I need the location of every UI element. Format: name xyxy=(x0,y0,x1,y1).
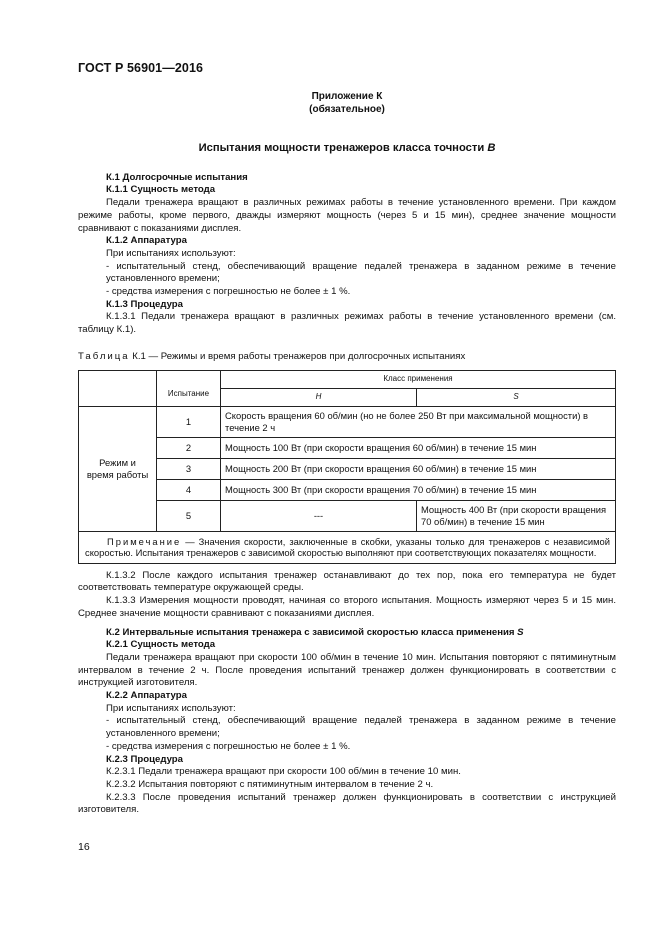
k1-procedure-1: К.1.3.1 Педали тренажера вращают в различных режимах работы в течение установленного времени (см. таблицу К.1). xyxy=(78,311,616,336)
k2-equipment-intro: При испытаниях используют: xyxy=(106,702,236,714)
row-group-label: Режим и время работы xyxy=(79,406,157,531)
document-code: ГОСТ Р 56901—2016 xyxy=(78,61,204,75)
k1-procedure-3: К.1.3.3 Измерения мощности проводят, начиная со второго испытания. Мощность измеряют через 5 и 15 мин. Среднее значение мощности сравнивают с показаниями дисплея. xyxy=(78,595,616,619)
k2-heading-class: S xyxy=(517,626,524,638)
table-row-text: Скорость вращения 60 об/мин (но не более 250 Вт при максимальной мощности) в течение 2 ч xyxy=(221,406,616,437)
appendix-title xyxy=(78,142,616,155)
table-row-text: Мощность 100 Вт (при скорости вращения 60 об/мин) в течение 15 мин xyxy=(221,437,616,458)
table-row-s-text: Мощность 400 Вт (при скорости вращения 70 об/мин) в течение 15 мин xyxy=(417,500,616,531)
k2-procedure-3: К.2.3.3 После проведения испытаний тренажер должен функционировать в соответствии с инструкцией изготовителя. xyxy=(78,791,616,816)
k1-procedure-2: К.1.3.2 После каждого испытания тренажер останавливают до тех пор, пока его температура не будет соответствовать температуре окружающей среды. xyxy=(78,569,616,594)
table-row-num: 2 xyxy=(157,437,221,458)
section-k1-heading: К.1 Долгосрочные испытания xyxy=(106,171,248,183)
appendix-label: Приложение К xyxy=(311,91,383,102)
k1-equipment-item-1: - испытательный стенд, обеспечивающий вращение педалей тренажера в заданном режиме в течение установленного времени; xyxy=(106,260,616,285)
table-row-text: Мощность 200 Вт (при скорости вращения 60 об/мин) в течение 15 мин xyxy=(221,458,616,479)
k1-equipment-item-2: - средства измерения с погрешностью не более ± 1 %. xyxy=(106,286,351,298)
table-caption-word: Таблица xyxy=(78,350,130,362)
k2-equipment-heading: К.2.2 Аппаратура xyxy=(106,690,187,702)
appendix-title-class: B xyxy=(487,142,496,154)
table-row-num: 3 xyxy=(157,458,221,479)
section-k2-heading xyxy=(78,627,616,640)
k1-equipment-heading: К.1.2 Аппаратура xyxy=(106,235,187,247)
table-row-num: 5 xyxy=(157,500,221,531)
appendix-title-text: Испытания мощности тренажеров класса точности xyxy=(198,142,488,154)
modes-table xyxy=(78,370,616,564)
col-header-s: S xyxy=(417,388,616,406)
k1-procedure-heading: К.1.3 Процедура xyxy=(106,298,183,310)
table-note-text: — Значения скорости, заключенные в скобки, указаны только для тренажеров с независимой скоростью. Испытания тренажеров с зависимой скоростью выполняют при соответствующих показателях мощности. xyxy=(85,535,610,559)
table-row-num: 1 xyxy=(157,406,221,437)
k2-procedure-heading: К.2.3 Процедура xyxy=(106,753,183,765)
k2-procedure-2: К.2.3.2 Испытания повторяют с пятиминутным интервалом в течение 2 ч. xyxy=(106,778,434,790)
table-note-label: Примечание xyxy=(107,535,182,547)
document-body xyxy=(78,90,616,817)
col-header-test: Испытание xyxy=(157,370,221,406)
k2-equipment-item-2: - средства измерения с погрешностью не более ± 1 %. xyxy=(106,740,351,752)
table-caption xyxy=(78,351,616,364)
k2-equipment-item-1: - испытательный стенд, обеспечивающий вращение педалей тренажера в заданном режиме в течение установленного времени; xyxy=(106,715,616,740)
k1-essence-heading: К.1.1 Сущность метода xyxy=(106,184,216,196)
k2-procedure-1: К.2.3.1 Педали тренажера вращают при скорости 100 об/мин в течение 10 мин. xyxy=(106,766,461,778)
k2-heading-text: К.2 Интервальные испытания тренажера с зависимой скоростью класса применения xyxy=(106,626,518,638)
k1-essence-text: Педали тренажера вращают в различных режимах работы в течение установленного времени. При каждом режиме работы, кроме первого, дважды измеряют мощность (через 5 и 15 мин), среднее значение мощности сравнивают с показаниями дисплея. xyxy=(78,197,616,234)
k2-essence-text: Педали тренажера вращают при скорости 100 об/мин в течение 10 мин. Испытания повторяют с пятиминутным интервалом в течение 2 ч. После проведения испытаний тренажер должен функционировать в соответствии с инструкцией изготовителя. xyxy=(78,651,616,689)
k1-equipment-intro: При испытаниях используют: xyxy=(106,247,236,259)
table-row-h-text: --- xyxy=(221,500,417,531)
table-note xyxy=(79,531,616,563)
page-number: 16 xyxy=(78,841,90,853)
appendix-status: (обязательное) xyxy=(309,104,385,115)
table-row-num: 4 xyxy=(157,479,221,500)
table-row-text: Мощность 300 Вт (при скорости вращения 70 об/мин) в течение 15 мин xyxy=(221,479,616,500)
table-corner-cell xyxy=(79,370,157,406)
table-caption-text: К.1 — Режимы и время работы тренажеров при долгосрочных испытаниях xyxy=(129,350,466,362)
col-header-h: H xyxy=(221,388,417,406)
col-header-class: Класс применения xyxy=(221,370,616,388)
k2-essence-heading: К.2.1 Сущность метода xyxy=(106,639,216,651)
